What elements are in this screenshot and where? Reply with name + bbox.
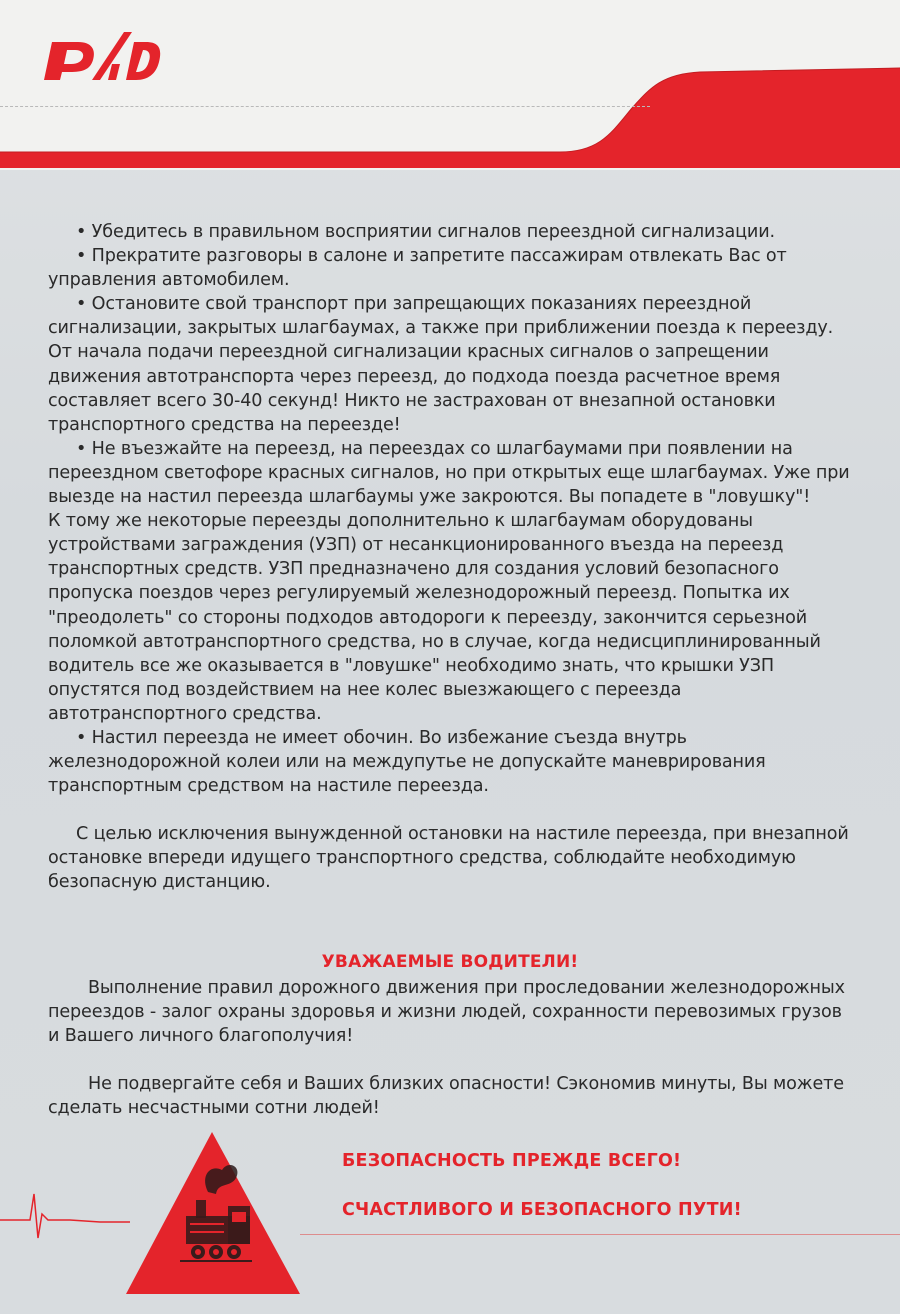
slogan-good-journey: СЧАСТЛИВОГО И БЕЗОПАСНОГО ПУТИ! [342,1200,742,1220]
paragraph: Выполнение правил дорожного движения при проследовании железнодорожных переездов - залог охраны здоровья и жизни людей, сохранности перевозимых грузов и Вашего личного благополучия! [48,978,845,1047]
appeal-heading: УВАЖАЕМЫЕ ВОДИТЕЛИ! [321,952,579,972]
train-warning-triangle-icon [124,1130,304,1296]
paragraph: • Не въезжайте на переезд, на переездах со шлагбаумами при появлении на переездном светофоре красных сигналов, но при открытых еще шлагбаумах. Уже при выезде на настил переезда шлагбаумы уже закроются. Вы попадете в "ловушку"! [48,438,850,508]
divider [0,106,650,107]
slogan-safety-first: БЕЗОПАСНОСТЬ ПРЕЖДЕ ВСЕГО! [342,1151,682,1171]
paragraph: Не подвергайте себя и Ваших близких опасности! Сэкономив минуты, Вы можете сделать несчастными сотни людей! [48,1074,844,1119]
paragraph: • Настил переезда не имеет обочин. Во избежание съезда внутрь железнодорожной колеи или на междупутье не допускайте маневрирования транспортным средством на настиле переезда. [48,727,766,797]
body-text [48,220,858,895]
paragraph: К тому же некоторые переезды дополнительно к шлагбаумам оборудованы устройствами заграждения (УЗП) от несанкционированного въезда на переезд транспортных средств. УЗП предназначено для создания условий безопасного пропуска поездов через регулируемый железнодорожный переезд. Попытка их "преодолеть" со стороны подходов автодороги к переезду, закончится серьезной поломкой автотранспортного средства, но в случае, когда недисциплинированный водитель все же оказывается в "ловушке" необходимо знать, что крышки УЗП опустятся под воздействием на нее колес выезжающего с переезда автотранспортного средства. [48,511,821,724]
appeal-text [48,976,858,1120]
paragraph: • Убедитесь в правильном восприятии сигналов переездной сигнализации. [76,222,775,242]
divider [300,1234,900,1235]
rzd-logo-icon [38,24,164,86]
heartbeat-line-icon [0,1180,130,1240]
paragraph: С целью исключения вынужденной остановки на настиле переезда, при внезапной остановке впереди идущего транспортного средства, соблюдайте необходимую безопасную дистанцию. [48,824,849,893]
paragraph: • Прекратите разговоры в салоне и запретите пассажирам отвлекать Вас от управления автомобилем. [48,246,787,291]
paragraph: • Остановите свой транспорт при запрещающих показаниях переездной сигнализации, закрытых шлагбаумах, а также при приближении поезда к переезду. От начала подачи переездной сигнализации красных сигналов о запрещении движения автотранспорта через переезд, до подхода поезда расчетное время составляет всего 30-40 секунд! Никто не застрахован от внезапной остановки транспортного средства на переезде! [48,294,834,435]
header [0,0,900,170]
